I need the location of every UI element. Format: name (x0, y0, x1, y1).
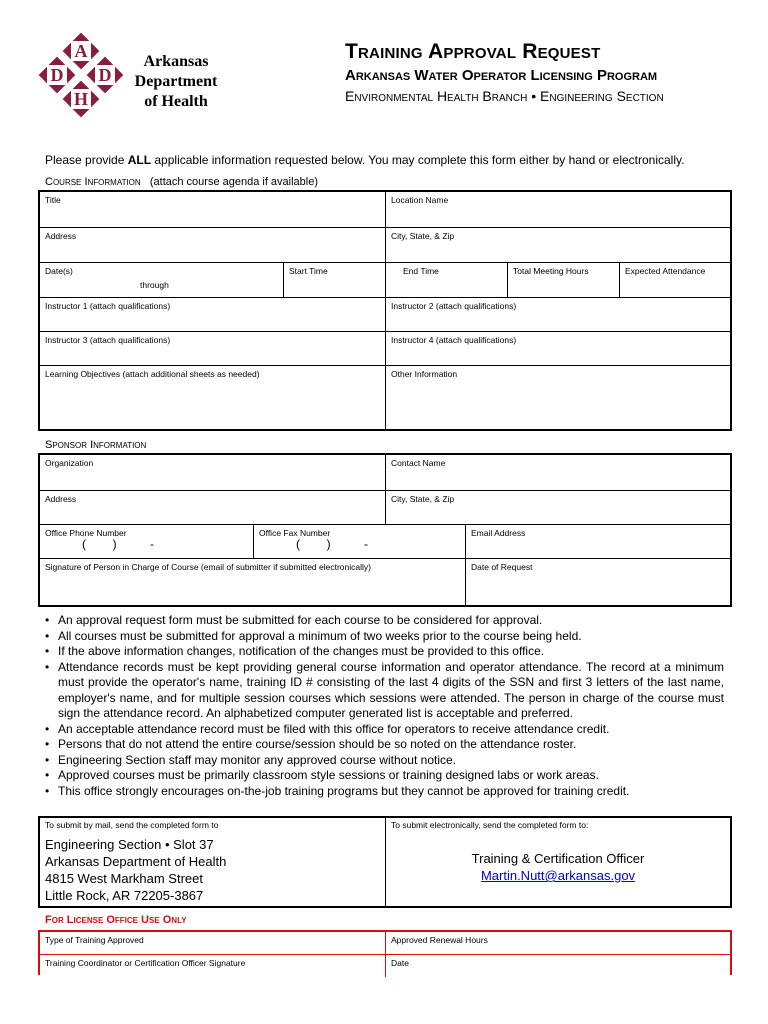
renewal-hours-field[interactable]: Approved Renewal Hours (385, 932, 730, 954)
mail-address (45, 836, 380, 904)
electronic-submission (385, 818, 730, 906)
expected-attendance-field[interactable]: Expected Attendance (619, 263, 730, 297)
form-title: Training Approval Request (345, 40, 601, 63)
agency-name-line: Department (134, 73, 218, 90)
electronic-label: To submit electronically, send the completed form to: (391, 820, 589, 830)
instructor-2-field[interactable]: Instructor 2 (attach qualifications) (385, 298, 730, 331)
rule-item: • All courses must be submitted for approval a minimum of two weeks prior to the course being held. (44, 629, 724, 645)
location-name-field[interactable]: Location Name (385, 192, 730, 227)
coordinator-signature-field[interactable]: Training Coordinator or Certification Officer Signature (45, 958, 246, 968)
agency-name-line: of Health (144, 93, 208, 110)
course-heading: Course Information (attach course agenda if available) (45, 176, 319, 188)
rule-item: • If the above information changes, notification of the changes must be provided to this office. (44, 644, 724, 660)
signature-field[interactable]: Signature of Person in Charge of Course (email of submitter if submitted electronically) (45, 562, 371, 572)
date-of-request-field[interactable]: Date of Request (465, 559, 730, 605)
officer-email-link[interactable]: Martin.Nutt@arkansas.gov (480, 868, 636, 883)
sponsor-heading: Sponsor Information (45, 439, 147, 451)
form-header (345, 40, 745, 104)
branch-name: Environmental Health Branch • Engineering Section (345, 88, 664, 104)
logo-diamond-a: A (63, 33, 100, 70)
office-date-field[interactable]: Date (385, 955, 730, 977)
mail-address-line: Little Rock, AR 72205-3867 (45, 888, 204, 903)
end-time-field[interactable]: End Time (385, 263, 507, 297)
mail-label: To submit by mail, send the completed form to (45, 820, 219, 830)
instructor-3-field[interactable]: Instructor 3 (attach qualifications) (45, 335, 171, 345)
course-title-field[interactable]: Title (45, 195, 61, 205)
rule-item: • This office strongly encourages on-the-job training programs but they cannot be approved for training credit. (44, 784, 724, 800)
sponsor-table (38, 453, 732, 607)
mail-address-line: Arkansas Department of Health (45, 854, 227, 869)
submission-box (38, 816, 732, 908)
mail-address-line: Engineering Section • Slot 37 (45, 837, 214, 852)
learning-objectives-field[interactable]: Learning Objectives (attach additional sheets as needed) (45, 369, 260, 379)
agency-logo (36, 36, 126, 114)
instructor-4-field[interactable]: Instructor 4 (attach qualifications) (385, 332, 730, 365)
rules-list (44, 613, 724, 799)
logo-diamond-d: D (39, 57, 76, 94)
instructor-1-field[interactable]: Instructor 1 (attach qualifications) (45, 301, 171, 311)
total-hours-field[interactable]: Total Meeting Hours (507, 263, 619, 297)
office-phone-field[interactable]: Office Phone Number ( ) - (45, 528, 154, 551)
rule-item: • Attendance records must be kept providing general course information and operator attendance. The record at a minimum must provide the operator's name, training ID # consisting of the last 4 digits of the SSN and first 3 letters of the last name, employer's name, and for multiple session courses which sessions were attended. The person in charge of the course must sign the attendance record. An alphabetized computer generated list is acceptable and preferred. (44, 660, 724, 722)
start-time-field[interactable]: Start Time (283, 263, 385, 297)
rule-item: • Engineering Section staff may monitor any approved course without notice. (44, 753, 724, 769)
logo-diamond-d2: D (87, 57, 124, 94)
course-city-field[interactable]: City, State, & Zip (385, 228, 730, 262)
organization-field[interactable]: Organization (45, 458, 94, 468)
program-name: Arkansas Water Operator Licensing Program (345, 67, 658, 84)
officer-title: Training & Certification Officer (471, 851, 645, 866)
rule-item: • An approval request form must be submitted for each course to be considered for approval. (44, 613, 724, 629)
office-use-table (38, 930, 732, 975)
rule-item: • An acceptable attendance record must be filed with this office for operators to receive attendance credit. (44, 722, 724, 738)
mail-submission (40, 818, 385, 906)
sponsor-address-field[interactable]: Address (45, 494, 77, 504)
office-fax-field[interactable]: Office Fax Number ( ) - (253, 525, 465, 558)
rule-item: • Approved courses must be primarily classroom style sessions or training designed labs or work areas. (44, 768, 724, 784)
contact-name-field[interactable]: Contact Name (385, 455, 730, 490)
logo-diamond-h: H (63, 81, 100, 118)
course-dates-field[interactable]: Date(s) through (45, 266, 169, 290)
agency-name-line: Arkansas (143, 53, 209, 70)
email-address-field[interactable]: Email Address (465, 525, 730, 558)
agency-name (128, 52, 224, 112)
training-type-field[interactable]: Type of Training Approved (45, 935, 144, 945)
intro-text: Please provide ALL applicable information requested below. You may complete this form either by hand or electronically. (45, 153, 685, 167)
course-address-field[interactable]: Address (45, 231, 77, 241)
other-information-field[interactable]: Other Information (385, 366, 730, 429)
mail-address-line: 4815 West Markham Street (45, 871, 203, 886)
rule-item: • Persons that do not attend the entire course/session should be so noted on the attendance roster. (44, 737, 724, 753)
course-table (38, 190, 732, 431)
office-use-heading: For License Office Use Only (45, 914, 187, 926)
sponsor-city-field[interactable]: City, State, & Zip (385, 491, 730, 524)
